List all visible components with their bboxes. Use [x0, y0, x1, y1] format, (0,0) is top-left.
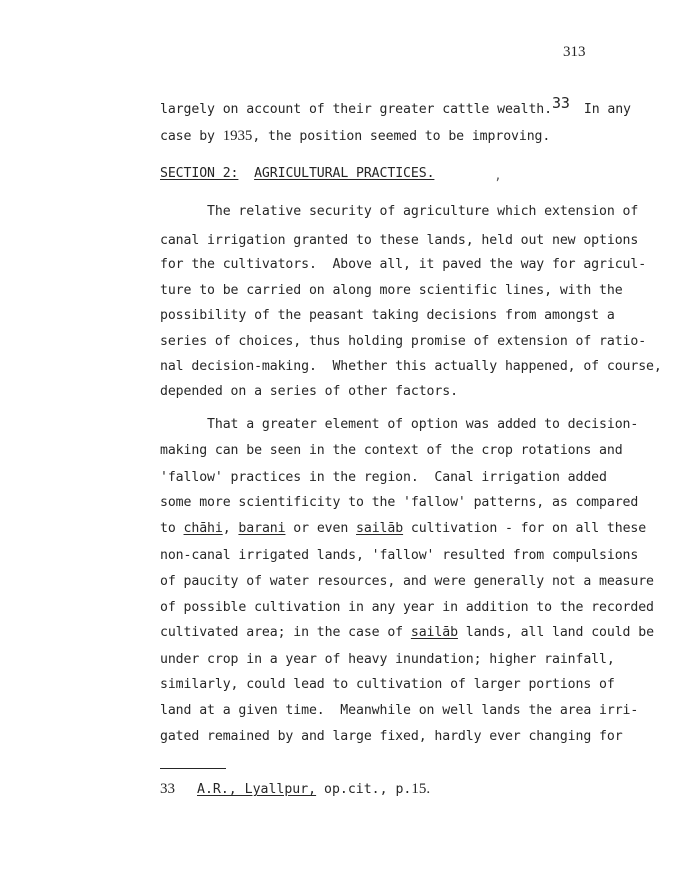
page-number: 313	[563, 44, 586, 60]
intro-line-2	[160, 129, 550, 144]
footnote-rest: op.cit., p.	[316, 782, 412, 797]
footnote-rule	[160, 768, 226, 769]
footnote-page: 15.	[411, 781, 431, 797]
footnote-source: A.R., Lyallpur,	[197, 782, 317, 797]
term-sailab: sailāb	[410, 625, 458, 640]
paragraph2-line: of possible cultivation in any year in addition to the recorded	[160, 600, 654, 615]
intro-line-2-pre: case by	[160, 129, 223, 144]
paragraph1-line: The relative security of agriculture which extension of	[160, 204, 639, 219]
p2-l9-pre: cultivated area; in the case of	[160, 625, 411, 640]
paragraph2-line: 'fallow' practices in the region. Canal irrigation added	[160, 470, 607, 485]
paragraph2-line: That a greater element of option was added to decision-	[160, 417, 639, 432]
paragraph2-line: some more scientificity to the 'fallow' patterns, as compared	[160, 495, 639, 510]
p2-l5-post: cultivation - for on all these	[403, 521, 647, 536]
footnote-reference: 33	[551, 94, 570, 112]
p2-l5-pre: to	[160, 521, 184, 536]
footnote	[160, 781, 430, 798]
intro-tail: In any	[583, 102, 631, 117]
paragraph2-line: land at a given time. Meanwhile on well lands the area irri-	[160, 703, 639, 718]
paragraph1-line: canal irrigation granted to these lands, held out new options	[160, 233, 639, 248]
paragraph2-line: making can be seen in the context of the crop rotations and	[160, 443, 623, 458]
intro-line-1	[160, 94, 631, 117]
paragraph2-line: gated remained by and large fixed, hardly ever changing for	[160, 729, 623, 744]
paragraph1-line: for the cultivators. Above all, it paved the way for agricul-	[160, 257, 647, 272]
paragraph2-line	[160, 626, 654, 639]
paragraph1-line: ture to be carried on along more scientific lines, with the	[160, 283, 623, 298]
p2-l5-mid1: ,	[222, 521, 239, 536]
paragraph2-line: non-canal irrigated lands, 'fallow' resulted from compulsions	[160, 548, 639, 563]
intro-year: 1935	[222, 128, 253, 144]
intro-text: largely on account of their greater cattle wealth.	[160, 102, 552, 117]
paragraph1-line: nal decision-making. Whether this actually happened, of course,	[160, 359, 662, 374]
p2-l5-mid2: or even	[285, 521, 357, 536]
section-title: AGRICULTURAL PRACTICES.	[254, 166, 435, 181]
paragraph1-line: depended on a series of other factors.	[160, 384, 458, 399]
paragraph1-line: possibility of the peasant taking decisions from amongst a	[160, 308, 615, 323]
pen-mark: ’	[494, 176, 502, 190]
footnote-number: 33	[160, 781, 175, 797]
paragraph2-line: similarly, could lead to cultivation of larger portions of	[160, 677, 615, 692]
paragraph2-line	[160, 522, 646, 535]
paragraph2-line: of paucity of water resources, and were generally not a measure	[160, 574, 654, 589]
p2-l9-post: lands, all land could be	[457, 625, 654, 640]
term-barani: barani	[238, 521, 286, 536]
section-heading	[160, 167, 434, 180]
intro-line-2-post: , the position seemed to be improving.	[252, 129, 551, 144]
term-chahi: chāhi	[183, 521, 223, 536]
term-sailab: sailāb	[356, 521, 404, 536]
paragraph2-line: under crop in a year of heavy inundation; higher rainfall,	[160, 652, 615, 667]
section-label: SECTION 2:	[160, 166, 239, 181]
paragraph1-line: series of choices, thus holding promise of extension of ratio-	[160, 334, 647, 349]
